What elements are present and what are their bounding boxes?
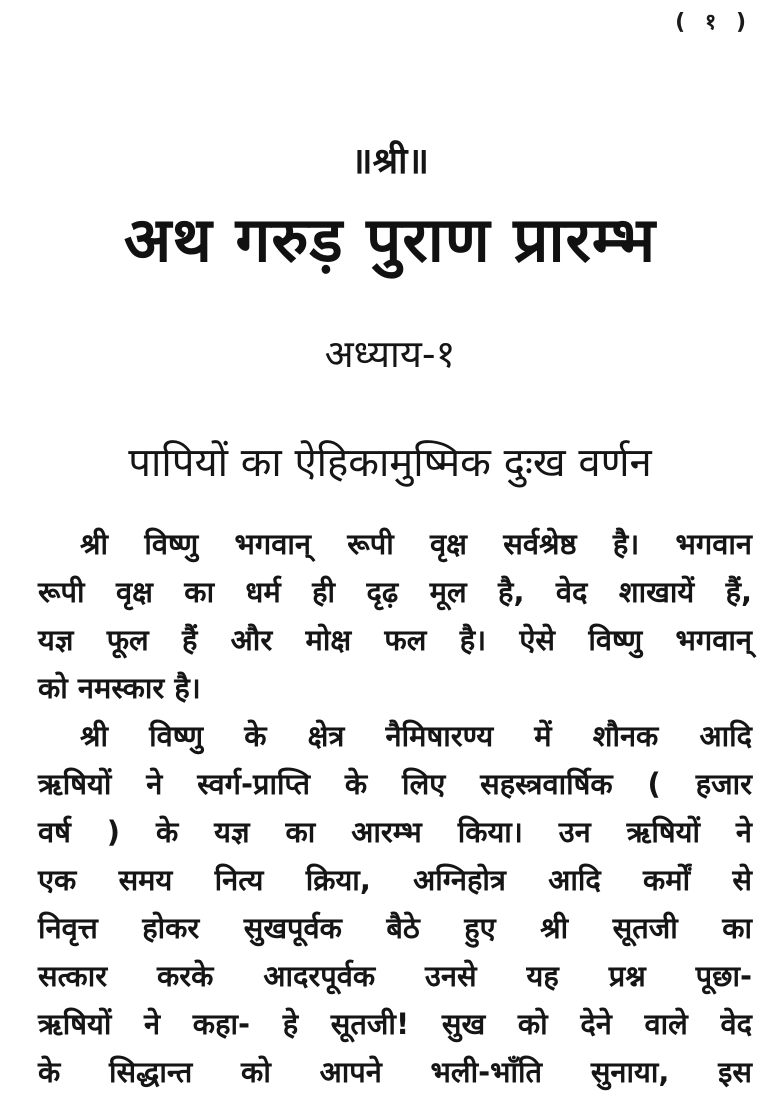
text-line: ऋषियों ने कहा- हे सूतजी! सुख को देने वाले वेद xyxy=(38,1007,752,1041)
body-text xyxy=(38,520,752,1096)
book-title: अथ गरुड़ पुराण प्रारम्भ xyxy=(123,203,657,276)
text-line: श्री विष्णु के क्षेत्र नैमिषारण्य में शौनक आदि xyxy=(80,719,752,753)
text-line: एक समय नित्य क्रिया, अग्निहोत्र आदि कर्मों से xyxy=(38,863,752,897)
chapter-title: पापियों का ऐहिकामुष्मिक दुःख वर्णन xyxy=(128,440,652,486)
paragraph-1 xyxy=(38,520,752,712)
page-number: ( १ ) xyxy=(675,10,752,35)
text-line: श्री विष्णु भगवान् रूपी वृक्ष सर्वश्रेष्ठ है। भगवान xyxy=(80,527,752,561)
text-line: निवृत्त होकर सुखपूर्वक बैठे हुए श्री सूतजी का xyxy=(38,911,752,945)
text-line: रूपी वृक्ष का धर्म ही दृढ़ मूल है, वेद शाखायें हैं, xyxy=(38,575,752,609)
text-line: यज्ञ फूल हैं और मोक्ष फल है। ऐसे विष्णु भगवान् xyxy=(38,623,752,657)
text-line: को नमस्कार है। xyxy=(38,671,201,705)
invocation: ॥श्री॥ xyxy=(351,141,429,182)
text-line: सत्कार करके आदरपूर्वक उनसे यह प्रश्न पूछा- xyxy=(38,959,752,993)
text-line: के सिद्धान्त को आपने भली-भाँति सुनाया, इस xyxy=(38,1055,752,1089)
text-line: ऋषियों ने स्वर्ग-प्राप्ति के लिए सहस्त्रवार्षिक ( हजार xyxy=(38,767,752,801)
chapter-number: अध्याय-१ xyxy=(324,332,456,376)
paragraph-2 xyxy=(38,712,752,1096)
text-line: वर्ष ) के यज्ञ का आरम्भ किया। उन ऋषियों ने xyxy=(38,815,752,849)
